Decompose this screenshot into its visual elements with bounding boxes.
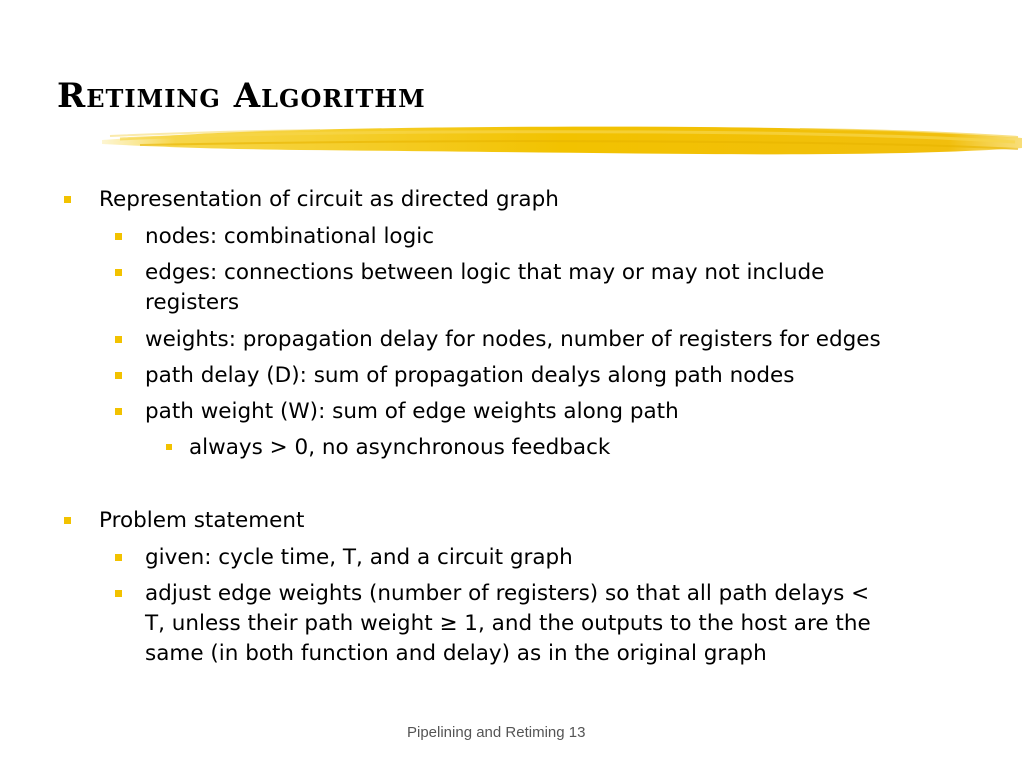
list-item-text-continued: registers: [145, 290, 240, 315]
list-item-text: given: cycle time, T, and a circuit graph: [145, 545, 573, 570]
list-item-text: always > 0, no asynchronous feedback: [189, 435, 611, 460]
list-item: [99, 185, 559, 215]
bullet-marker: [115, 233, 122, 240]
list-item: [145, 543, 573, 573]
bullet-marker: [115, 554, 122, 561]
bullet-marker: [115, 590, 122, 597]
bullet-marker: [115, 336, 122, 343]
list-item: [145, 361, 794, 391]
slide-title: Retiming Algorithm: [57, 76, 426, 116]
list-item-text: weights: propagation delay for nodes, number of registers for edges: [145, 327, 881, 352]
list-item: [145, 258, 824, 318]
list-item-text: adjust edge weights (number of registers) so that all path delays <: [145, 581, 870, 606]
bullet-marker: [115, 269, 122, 276]
slide-footer: Pipelining and Retiming 13: [407, 724, 586, 741]
list-item-text-continued: T, unless their path weight ≥ 1, and the outputs to the host are the: [145, 611, 871, 636]
bullet-marker: [115, 372, 122, 379]
list-item-text: nodes: combinational logic: [145, 224, 435, 249]
bullet-marker: [64, 196, 71, 203]
list-item-text: Representation of circuit as directed graph: [99, 187, 559, 212]
list-item-text: path delay (D): sum of propagation dealys along path nodes: [145, 363, 795, 388]
highlighter-brush-stroke: [100, 118, 1024, 162]
list-item: [145, 397, 679, 427]
bullet-marker: [64, 517, 71, 524]
list-item: [145, 325, 881, 355]
list-item-text: edges: connections between logic that may or may not include: [145, 260, 825, 285]
bullet-marker: [166, 444, 172, 450]
list-item-text-continued: same (in both function and delay) as in the original graph: [145, 641, 767, 666]
bullet-marker: [115, 408, 122, 415]
list-item: [99, 506, 304, 536]
list-item-text: Problem statement: [99, 508, 305, 533]
list-item: [189, 433, 610, 463]
list-item-text: path weight (W): sum of edge weights along path: [145, 399, 679, 424]
list-item: [145, 222, 434, 252]
list-item: [145, 579, 871, 669]
